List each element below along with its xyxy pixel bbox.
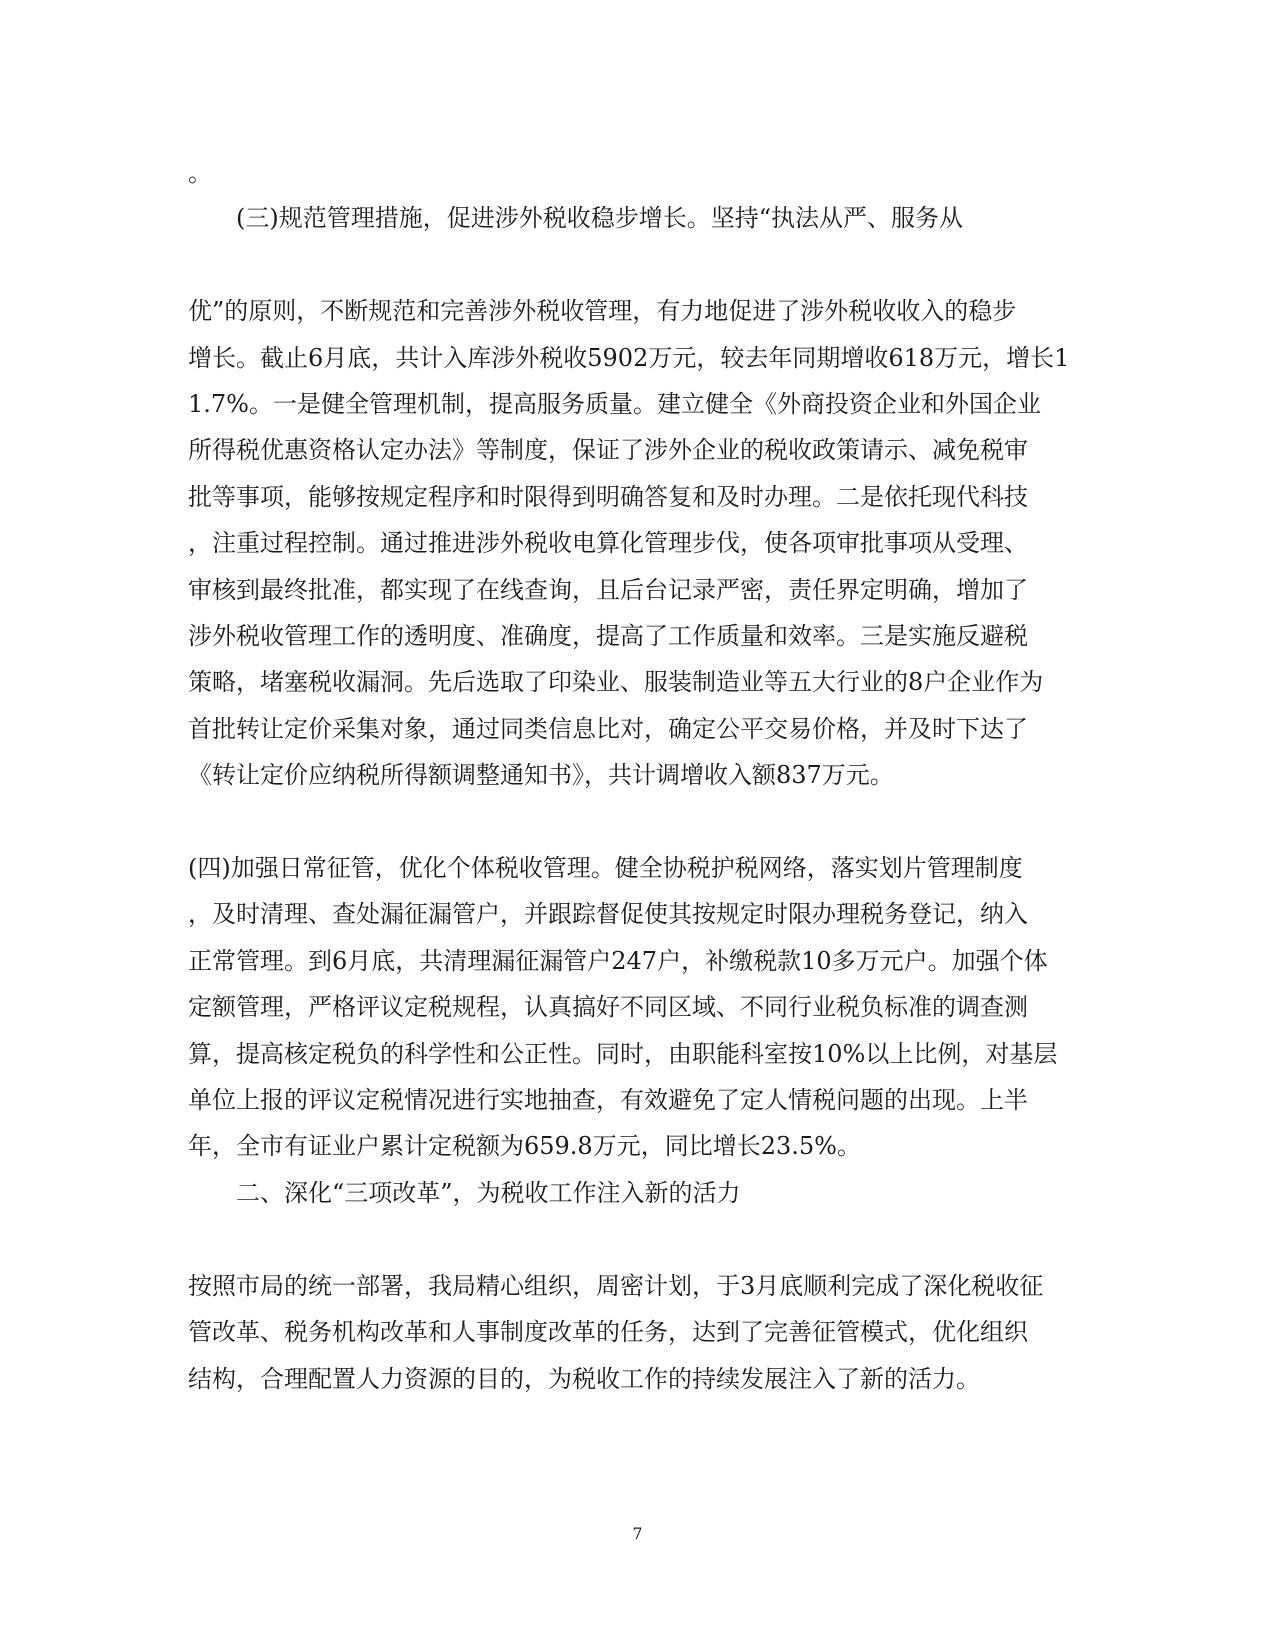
text-line: ，注重过程控制。通过推进涉外税收电算化管理步伐，使各项审批事项从受理、: [188, 529, 1028, 557]
text-line: 管改革、税务机构改革和人事制度改革的任务，达到了完善征管模式，优化组织: [188, 1318, 1028, 1346]
text-line: 按照市局的统一部署，我局精心组织，周密计划，于3月底顺利完成了深化税收征: [188, 1272, 1044, 1300]
text-line: 。: [188, 159, 212, 187]
text-line: 定额管理，严格评议定税规程，认真搞好不同区域、不同行业税负标准的调查测: [188, 993, 1028, 1021]
text-line: 优”的原则，不断规范和完善涉外税收管理，有力地促进了涉外税收收入的稳步: [188, 297, 1017, 325]
text-line: 年，全市有证业户累计定税额为659.8万元，同比增长23.5%。: [188, 1132, 861, 1160]
section-heading-2: 二、深化“三项改革”，为税收工作注入新的活力: [236, 1179, 741, 1207]
text-line: 涉外税收管理工作的透明度、准确度，提高了工作质量和效率。三是实施反避税: [188, 622, 1028, 650]
text-line: 结构，合理配置人力资源的目的，为税收工作的持续发展注入了新的活力。: [188, 1365, 980, 1393]
text-line: 1.7%。一是健全管理机制，提高服务质量。建立健全《外商投资企业和外国企业: [188, 390, 1041, 418]
text-line: 审核到最终批准，都实现了在线查询，且后台记录严密，责任界定明确，增加了: [188, 576, 1028, 604]
text-line: 增长。截止6月底，共计入库涉外税收5902万元，较去年同期增收618万元，增长1: [188, 344, 1070, 372]
text-line: 单位上报的评议定税情况进行实地抽查，有效避免了定人情税问题的出现。上半: [188, 1086, 1028, 1114]
text-line: 首批转让定价采集对象，通过同类信息比对，确定公平交易价格，并及时下达了: [188, 715, 1028, 743]
text-line: 算，提高核定税负的科学性和公正性。同时，由职能科室按10%以上比例，对基层: [188, 1040, 1058, 1068]
text-line: 《转让定价应纳税所得额调整通知书》，共计调增收入额837万元。: [188, 761, 894, 789]
page-number: 7: [632, 1524, 643, 1543]
text-line: ，及时清理、查处漏征漏管户，并跟踪督促使其按规定时限办理税务登记，纳入: [188, 900, 1028, 928]
section-heading-3: (三)规范管理措施，促进涉外税收稳步增长。坚持“执法从严、服务从: [236, 204, 963, 232]
text-line: 策略，堵塞税收漏洞。先后选取了印染业、服装制造业等五大行业的8户企业作为: [188, 668, 1044, 696]
text-line: 批等事项，能够按规定程序和时限得到明确答复和及时办理。二是依托现代科技: [188, 483, 1028, 511]
section-heading-4: (四)加强日常征管，优化个体税收管理。健全协税护税网络，落实划片管理制度: [188, 854, 1023, 882]
text-line: 所得税优惠资格认定办法》等制度，保证了涉外企业的税收政策请示、减免税审: [188, 436, 1028, 464]
text-line: 正常管理。到6月底，共清理漏征漏管户247户，补缴税款10多万元户。加强个体: [188, 947, 1048, 975]
